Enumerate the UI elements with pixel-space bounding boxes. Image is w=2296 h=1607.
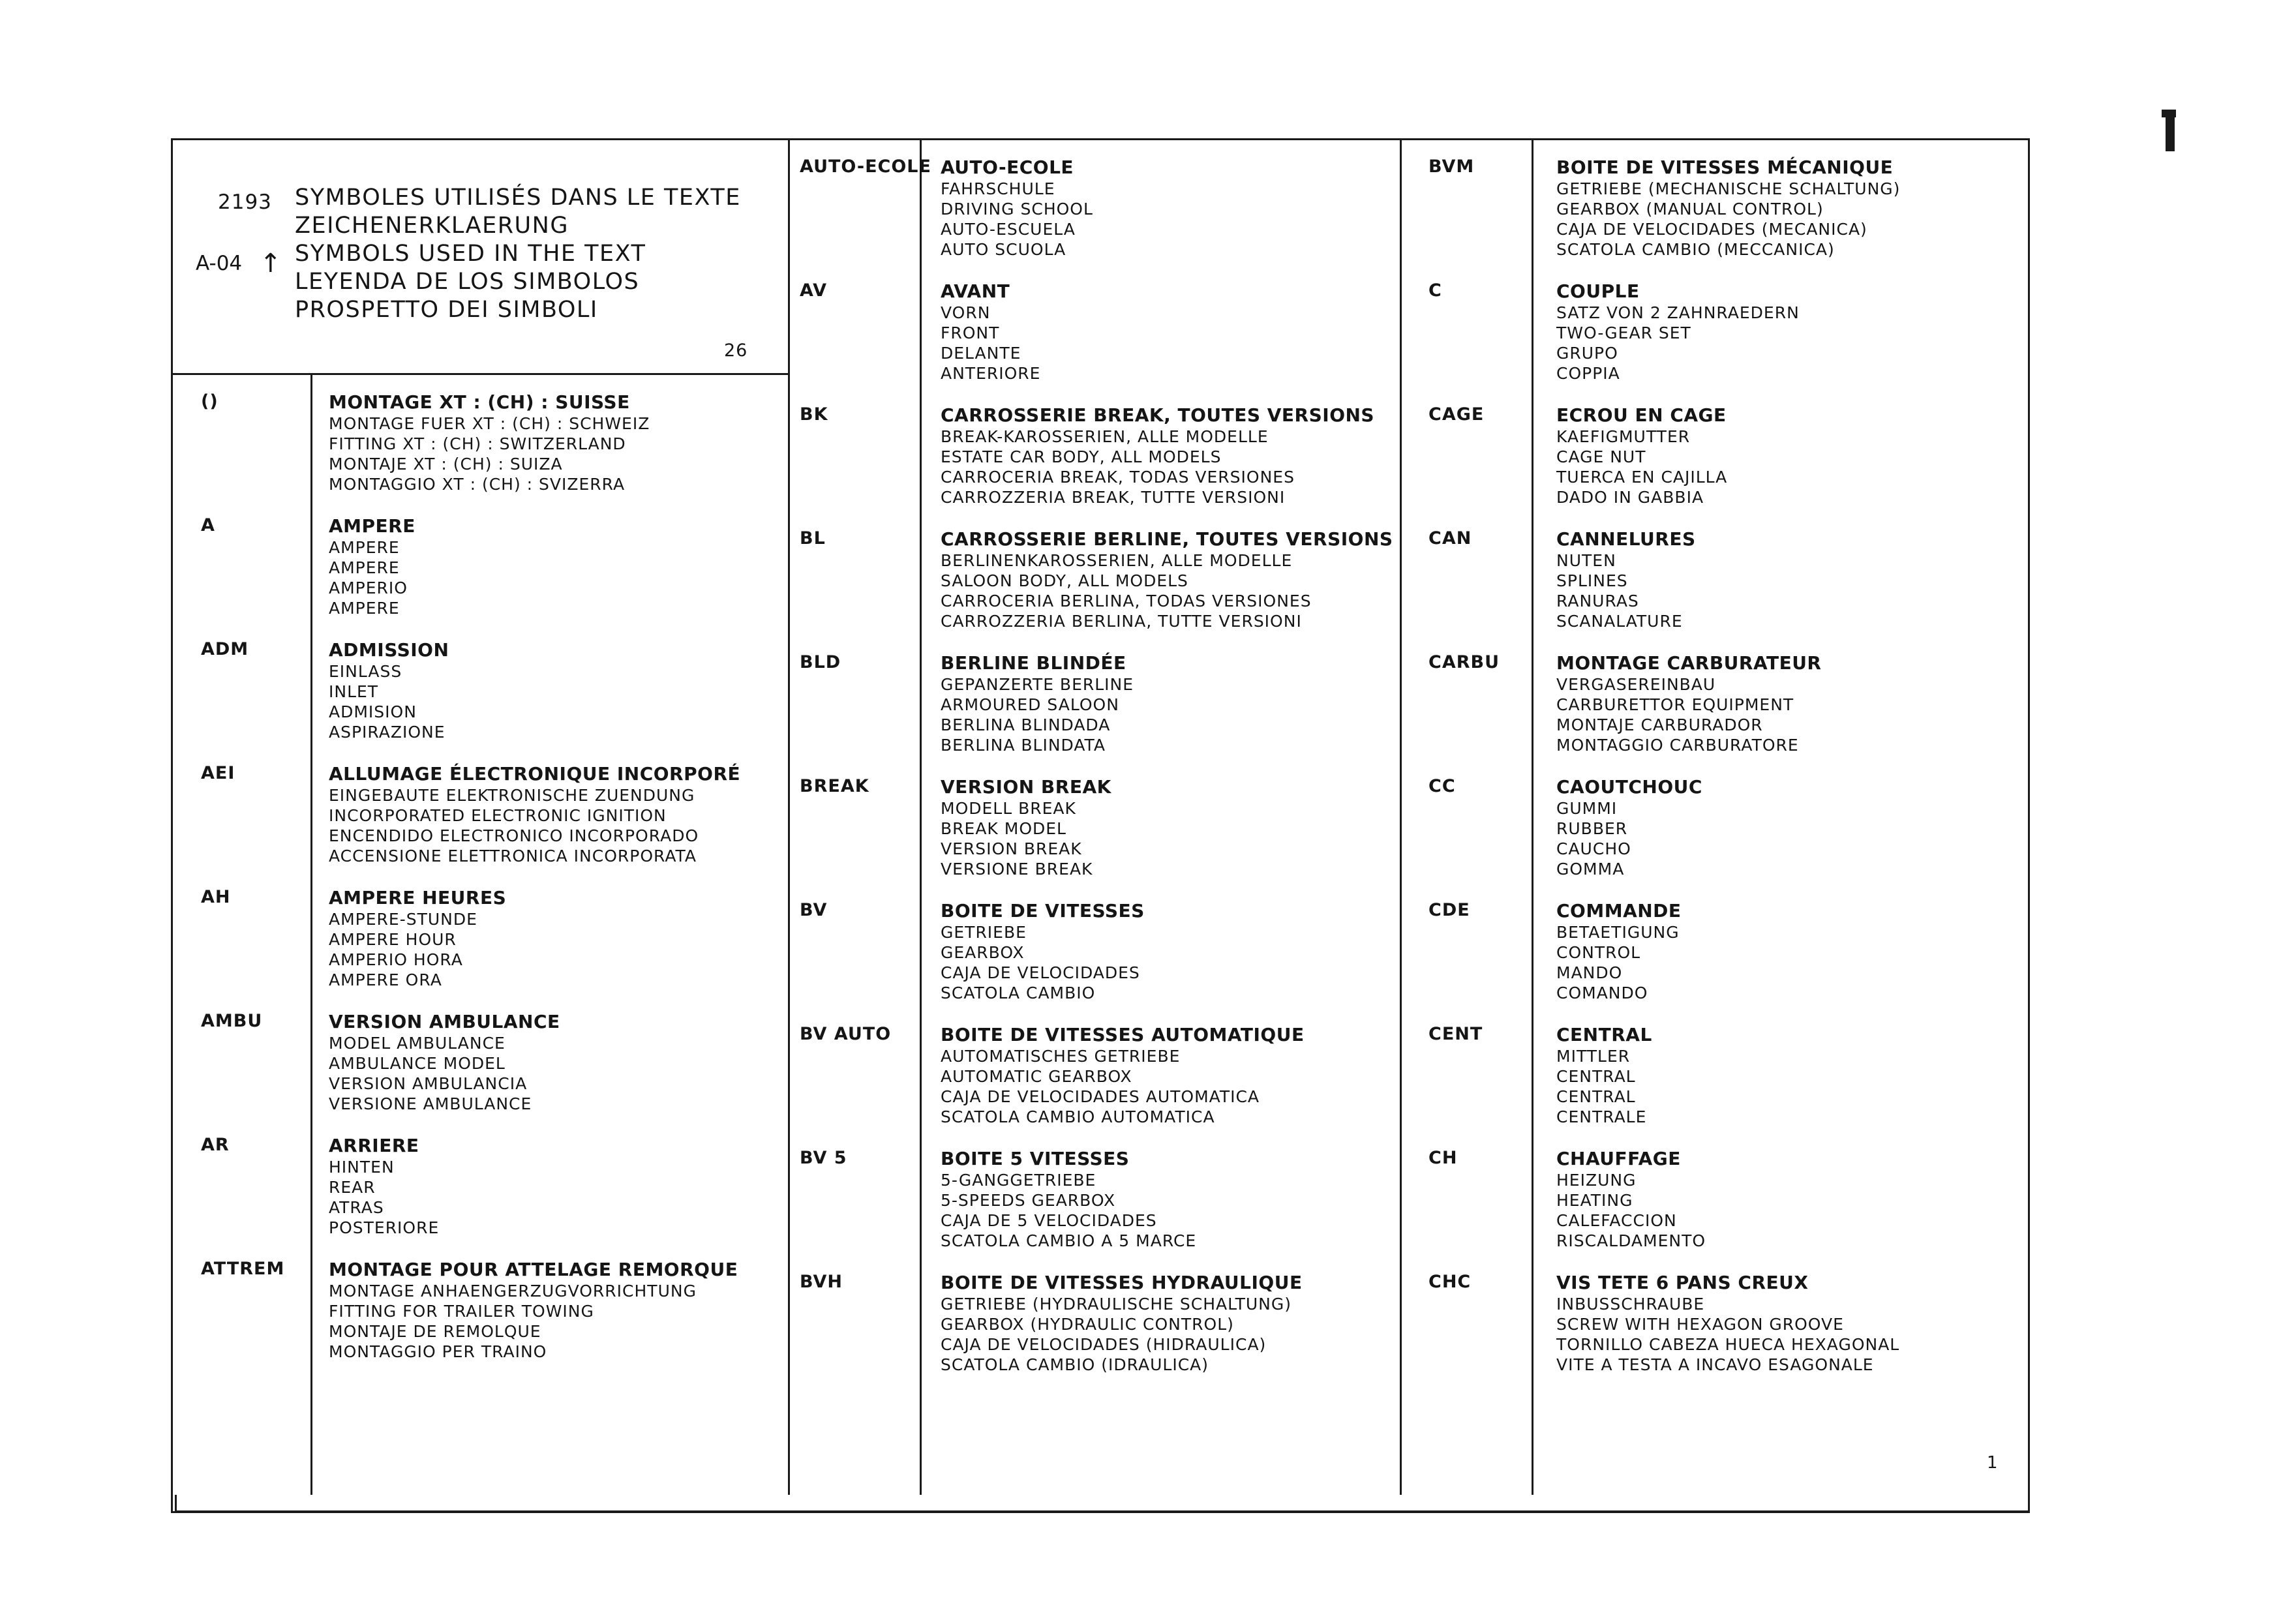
definition-translation: TUERCA EN CAJILLA xyxy=(1556,468,1728,487)
symbol-code: BVM xyxy=(1428,157,1475,177)
document-number: 2193 xyxy=(218,190,272,214)
definition-translation: SCANALATURE xyxy=(1556,612,1683,631)
symbol-code: BVH xyxy=(800,1272,843,1292)
definition-translation: CARROZZERIA BREAK, TUTTE VERSIONI xyxy=(941,488,1286,507)
symbol-definitions xyxy=(329,1259,738,1362)
definition-french: VERSION BREAK xyxy=(941,776,1111,798)
definition-translation: INLET xyxy=(329,682,379,701)
symbol-definitions xyxy=(1556,1148,1706,1251)
definition-translation: CARBURETTOR EQUIPMENT xyxy=(1556,695,1794,714)
definition-translation: MITTLER xyxy=(1556,1047,1631,1066)
symbol-definitions xyxy=(329,391,650,494)
symbol-definitions xyxy=(1556,1024,1652,1127)
symbol-code: () xyxy=(201,391,219,412)
registration-mark xyxy=(2166,110,2175,151)
symbol-code: BV xyxy=(800,900,828,920)
definition-translation: MANDO xyxy=(1556,963,1623,982)
definition-translation: SCATOLA CAMBIO xyxy=(941,984,1096,1002)
definition-translation: GETRIEBE (HYDRAULISCHE SCHALTUNG) xyxy=(941,1295,1292,1314)
symbol-definitions xyxy=(1556,157,1900,260)
header-divider xyxy=(171,373,788,375)
title-line: ZEICHENERKLAERUNG xyxy=(295,213,569,239)
definition-translation: FAHRSCHULE xyxy=(941,179,1055,198)
definition-french: BOITE 5 VITESSES xyxy=(941,1148,1130,1169)
symbol-definitions xyxy=(1556,900,1682,1003)
definition-translation: VERGASEREINBAU xyxy=(1556,675,1716,694)
column-divider xyxy=(920,138,922,1495)
definition-translation: HINTEN xyxy=(329,1158,395,1177)
symbol-definitions xyxy=(329,1011,560,1114)
definition-translation: REAR xyxy=(329,1178,376,1197)
table-bottom-rule xyxy=(175,1495,2030,1513)
definition-translation: BREAK MODEL xyxy=(941,819,1066,838)
definition-translation: ADMISION xyxy=(329,702,417,721)
definition-translation: BREAK-KAROSSERIEN, ALLE MODELLE xyxy=(941,427,1269,446)
symbol-definitions xyxy=(941,280,1040,383)
definition-translation: MODELL BREAK xyxy=(941,799,1076,818)
symbol-code: BV AUTO xyxy=(800,1024,892,1044)
definition-translation: MONTAGE ANHAENGERZUGVORRICHTUNG xyxy=(329,1282,697,1300)
definition-translation: VERSIONE AMBULANCE xyxy=(329,1094,532,1113)
definition-translation: ASPIRAZIONE xyxy=(329,723,446,742)
definition-french: VERSION AMBULANCE xyxy=(329,1011,560,1032)
definition-translation: NUTEN xyxy=(1556,551,1616,570)
definition-french: CENTRAL xyxy=(1556,1024,1652,1045)
symbol-definitions xyxy=(941,528,1393,631)
definition-translation: HEATING xyxy=(1556,1191,1633,1210)
definition-translation: GETRIEBE xyxy=(941,923,1027,942)
definition-french: BOITE DE VITESSES AUTOMATIQUE xyxy=(941,1024,1305,1045)
definition-translation: DELANTE xyxy=(941,344,1021,363)
definition-translation: ARMOURED SALOON xyxy=(941,695,1119,714)
definition-translation: COPPIA xyxy=(1556,364,1620,383)
definition-french: VIS TETE 6 PANS CREUX xyxy=(1556,1272,1809,1293)
definition-translation: ANTERIORE xyxy=(941,364,1041,383)
up-arrow-icon: ↑ xyxy=(260,248,282,278)
definition-translation: CAJA DE 5 VELOCIDADES xyxy=(941,1211,1157,1230)
definition-translation: CARROCERIA BREAK, TODAS VERSIONES xyxy=(941,468,1295,487)
symbol-code: A xyxy=(201,515,215,535)
definition-translation: COMANDO xyxy=(1556,984,1648,1002)
definition-translation: INBUSSCHRAUBE xyxy=(1556,1295,1705,1314)
definition-translation: KAEFIGMUTTER xyxy=(1556,427,1691,446)
definition-french: AMPERE HEURES xyxy=(329,887,507,909)
symbol-code: C xyxy=(1428,280,1442,301)
definition-french: BERLINE BLINDÉE xyxy=(941,652,1126,674)
symbol-definitions xyxy=(329,515,415,618)
definition-french: AMPERE xyxy=(329,515,415,537)
definition-translation: CARROCERIA BERLINA, TODAS VERSIONES xyxy=(941,592,1312,610)
column-divider xyxy=(1400,138,1402,1495)
symbol-code: BK xyxy=(800,404,828,425)
definition-translation: AMPERE xyxy=(329,538,400,557)
definition-translation: VORN xyxy=(941,303,991,322)
definition-translation: BERLINA BLINDADA xyxy=(941,715,1111,734)
symbol-definitions xyxy=(941,776,1111,879)
definition-french: CARROSSERIE BERLINE, TOUTES VERSIONS xyxy=(941,528,1393,550)
symbol-code: CAN xyxy=(1428,528,1472,548)
definition-translation: MODEL AMBULANCE xyxy=(329,1034,506,1053)
symbol-code: ADM xyxy=(201,639,249,659)
definition-translation: AUTO-ESCUELA xyxy=(941,220,1076,239)
page-number: 1 xyxy=(1987,1453,1998,1473)
symbol-code: CH xyxy=(1428,1148,1458,1168)
definition-translation: GEARBOX (HYDRAULIC CONTROL) xyxy=(941,1315,1234,1334)
title-line: PROSPETTO DEI SIMBOLI xyxy=(295,297,598,323)
definition-translation: MONTAGGIO XT : (CH) : SVIZERRA xyxy=(329,475,626,494)
definition-translation: DADO IN GABBIA xyxy=(1556,488,1704,507)
definition-translation: VERSION AMBULANCIA xyxy=(329,1074,528,1093)
definition-french: AVANT xyxy=(941,280,1010,302)
definition-translation: RUBBER xyxy=(1556,819,1628,838)
definition-translation: VERSION BREAK xyxy=(941,839,1082,858)
definition-french: ARRIERE xyxy=(329,1135,419,1156)
definition-translation: VITE A TESTA A INCAVO ESAGONALE xyxy=(1556,1355,1874,1374)
symbol-code: AR xyxy=(201,1135,230,1155)
definition-translation: ESTATE CAR BODY, ALL MODELS xyxy=(941,447,1222,466)
definition-translation: SATZ VON 2 ZAHNRAEDERN xyxy=(1556,303,1800,322)
symbol-code: ATTREM xyxy=(201,1259,285,1279)
definition-french: CAOUTCHOUC xyxy=(1556,776,1702,798)
definition-translation: AMPERE HOUR xyxy=(329,930,457,949)
definition-french: BOITE DE VITESSES MÉCANIQUE xyxy=(1556,157,1894,178)
definition-translation: AMPERE xyxy=(329,599,400,618)
definition-french: ALLUMAGE ÉLECTRONIQUE INCORPORÉ xyxy=(329,763,741,785)
definition-translation: SCREW WITH HEXAGON GROOVE xyxy=(1556,1315,1844,1334)
page-title xyxy=(295,184,741,324)
definition-french: MONTAGE POUR ATTELAGE REMORQUE xyxy=(329,1259,738,1280)
definition-translation: ACCENSIONE ELETTRONICA INCORPORATA xyxy=(329,847,697,865)
document-reference: A-04 xyxy=(196,252,243,275)
definition-translation: CAUCHO xyxy=(1556,839,1631,858)
definition-translation: GRUPO xyxy=(1556,344,1618,363)
definition-translation: CONTROL xyxy=(1556,943,1641,962)
definition-french: MONTAGE XT : (CH) : SUISSE xyxy=(329,391,630,413)
definition-translation: FRONT xyxy=(941,323,1000,342)
definition-translation: CAJA DE VELOCIDADES xyxy=(941,963,1140,982)
symbol-definitions xyxy=(329,1135,439,1238)
definition-french: MONTAGE CARBURATEUR xyxy=(1556,652,1822,674)
definition-translation: MONTAGGIO CARBURATORE xyxy=(1556,736,1799,755)
definition-translation: BETAETIGUNG xyxy=(1556,923,1680,942)
symbol-definitions xyxy=(941,652,1134,755)
column-divider xyxy=(1532,138,1533,1495)
definition-french: COMMANDE xyxy=(1556,900,1682,922)
definition-translation: AUTO SCUOLA xyxy=(941,240,1066,259)
symbol-code: AMBU xyxy=(201,1011,263,1031)
definition-french: CARROSSERIE BREAK, TOUTES VERSIONS xyxy=(941,404,1375,426)
column-divider xyxy=(310,373,312,1495)
title-line: SYMBOLS USED IN THE TEXT xyxy=(295,241,646,267)
definition-translation: AUTOMATISCHES GETRIEBE xyxy=(941,1047,1181,1066)
symbol-code: BV 5 xyxy=(800,1148,847,1168)
definition-translation: CAJA DE VELOCIDADES (MECANICA) xyxy=(1556,220,1867,239)
symbol-definitions xyxy=(941,1272,1303,1375)
definition-french: ECROU EN CAGE xyxy=(1556,404,1727,426)
definition-french: CHAUFFAGE xyxy=(1556,1148,1681,1169)
definition-translation: 5-SPEEDS GEARBOX xyxy=(941,1191,1116,1210)
symbol-code: BLD xyxy=(800,652,841,672)
definition-translation: TORNILLO CABEZA HUECA HEXAGONAL xyxy=(1556,1335,1900,1354)
definition-translation: AMPERIO HORA xyxy=(329,950,463,969)
symbol-code: CENT xyxy=(1428,1024,1483,1044)
definition-translation: SPLINES xyxy=(1556,571,1628,590)
definition-translation: RISCALDAMENTO xyxy=(1556,1231,1706,1250)
symbol-definitions xyxy=(329,763,740,866)
definition-translation: INCORPORATED ELECTRONIC IGNITION xyxy=(329,806,667,825)
symbol-code: AV xyxy=(800,280,827,301)
symbol-definitions xyxy=(1556,280,1800,383)
column-divider xyxy=(788,138,790,1495)
definition-translation: CENTRAL xyxy=(1556,1067,1636,1086)
definition-translation: GOMMA xyxy=(1556,860,1625,879)
definition-translation: MONTAGE FUER XT : (CH) : SCHWEIZ xyxy=(329,414,650,433)
definition-french: CANNELURES xyxy=(1556,528,1696,550)
definition-translation: ATRAS xyxy=(329,1198,384,1217)
definition-translation: RANURAS xyxy=(1556,592,1639,610)
symbol-definitions xyxy=(329,639,449,742)
definition-translation: CENTRALE xyxy=(1556,1107,1647,1126)
definition-french: BOITE DE VITESSES xyxy=(941,900,1145,922)
definition-translation: SCATOLA CAMBIO A 5 MARCE xyxy=(941,1231,1197,1250)
symbol-definitions xyxy=(1556,528,1696,631)
definition-translation: 5-GANGGETRIEBE xyxy=(941,1171,1096,1190)
symbol-definitions xyxy=(941,1148,1196,1251)
definition-translation: EINGEBAUTE ELEKTRONISCHE ZUENDUNG xyxy=(329,786,695,805)
definition-translation: GEPANZERTE BERLINE xyxy=(941,675,1134,694)
symbol-definitions xyxy=(329,887,506,990)
symbol-definitions xyxy=(1556,1272,1899,1375)
symbol-definitions xyxy=(941,900,1145,1003)
definition-translation: BERLINA BLINDATA xyxy=(941,736,1106,755)
definition-translation: CAJA DE VELOCIDADES (HIDRAULICA) xyxy=(941,1335,1267,1354)
symbol-definitions xyxy=(941,1024,1305,1127)
definition-translation: EINLASS xyxy=(329,662,402,681)
symbol-code: AH xyxy=(201,887,231,907)
definition-french: ADMISSION xyxy=(329,639,449,661)
symbol-definitions xyxy=(941,404,1374,507)
definition-translation: MONTAJE DE REMOLQUE xyxy=(329,1322,541,1341)
definition-translation: CAGE NUT xyxy=(1556,447,1646,466)
symbol-code: AEI xyxy=(201,763,235,783)
definition-translation: GEARBOX xyxy=(941,943,1025,962)
definition-translation: FITTING FOR TRAILER TOWING xyxy=(329,1302,594,1321)
symbol-definitions xyxy=(1556,776,1702,879)
title-line: SYMBOLES UTILISÉS DANS LE TEXTE xyxy=(295,185,741,211)
title-line: LEYENDA DE LOS SIMBOLOS xyxy=(295,269,640,295)
symbol-code: BL xyxy=(800,528,826,548)
definition-translation: SCATOLA CAMBIO (IDRAULICA) xyxy=(941,1355,1209,1374)
symbol-code: CAGE xyxy=(1428,404,1485,425)
definition-translation: CARROZZERIA BERLINA, TUTTE VERSIONI xyxy=(941,612,1302,631)
definition-translation: GETRIEBE (MECHANISCHE SCHALTUNG) xyxy=(1556,179,1901,198)
symbol-definitions xyxy=(1556,404,1727,507)
definition-translation: AMPERIO xyxy=(329,578,408,597)
definition-translation: TWO-GEAR SET xyxy=(1556,323,1691,342)
definition-translation: DRIVING SCHOOL xyxy=(941,200,1093,218)
definition-translation: AMBULANCE MODEL xyxy=(329,1054,506,1073)
symbol-code: CC xyxy=(1428,776,1456,796)
definition-french: COUPLE xyxy=(1556,280,1640,302)
definition-translation: AMPERE ORA xyxy=(329,970,442,989)
definition-translation: HEIZUNG xyxy=(1556,1171,1637,1190)
definition-translation: CALEFACCION xyxy=(1556,1211,1677,1230)
symbol-code: BREAK xyxy=(800,776,869,796)
symbol-code: CDE xyxy=(1428,900,1470,920)
definition-translation: AMPERE-STUNDE xyxy=(329,910,477,929)
definition-translation: SALOON BODY, ALL MODELS xyxy=(941,571,1188,590)
definition-translation: AMPERE xyxy=(329,558,400,577)
symbol-code: AUTO-ECOLE xyxy=(800,157,931,177)
definition-translation: ENCENDIDO ELECTRONICO INCORPORADO xyxy=(329,826,699,845)
definition-translation: VERSIONE BREAK xyxy=(941,860,1093,879)
definition-translation: SCATOLA CAMBIO (MECCANICA) xyxy=(1556,240,1835,259)
definition-translation: AUTOMATIC GEARBOX xyxy=(941,1067,1132,1086)
definition-french: AUTO-ECOLE xyxy=(941,157,1074,178)
symbol-code: CARBU xyxy=(1428,652,1500,672)
definition-translation: SCATOLA CAMBIO AUTOMATICA xyxy=(941,1107,1215,1126)
definition-translation: POSTERIORE xyxy=(329,1218,440,1237)
definition-translation: BERLINENKAROSSERIEN, ALLE MODELLE xyxy=(941,551,1293,570)
definition-translation: CENTRAL xyxy=(1556,1087,1636,1106)
symbol-definitions xyxy=(941,157,1093,260)
definition-translation: CAJA DE VELOCIDADES AUTOMATICA xyxy=(941,1087,1260,1106)
definition-translation: FITTING XT : (CH) : SWITZERLAND xyxy=(329,434,626,453)
definition-translation: MONTAGGIO PER TRAINO xyxy=(329,1342,547,1361)
definition-french: BOITE DE VITESSES HYDRAULIQUE xyxy=(941,1272,1303,1293)
definition-translation: GEARBOX (MANUAL CONTROL) xyxy=(1556,200,1824,218)
symbol-definitions xyxy=(1556,652,1822,755)
definition-translation: MONTAJE XT : (CH) : SUIZA xyxy=(329,455,563,473)
definition-translation: GUMMI xyxy=(1556,799,1618,818)
symbol-code: CHC xyxy=(1428,1272,1472,1292)
header-subnumber: 26 xyxy=(724,340,748,361)
definition-translation: MONTAJE CARBURADOR xyxy=(1556,715,1763,734)
